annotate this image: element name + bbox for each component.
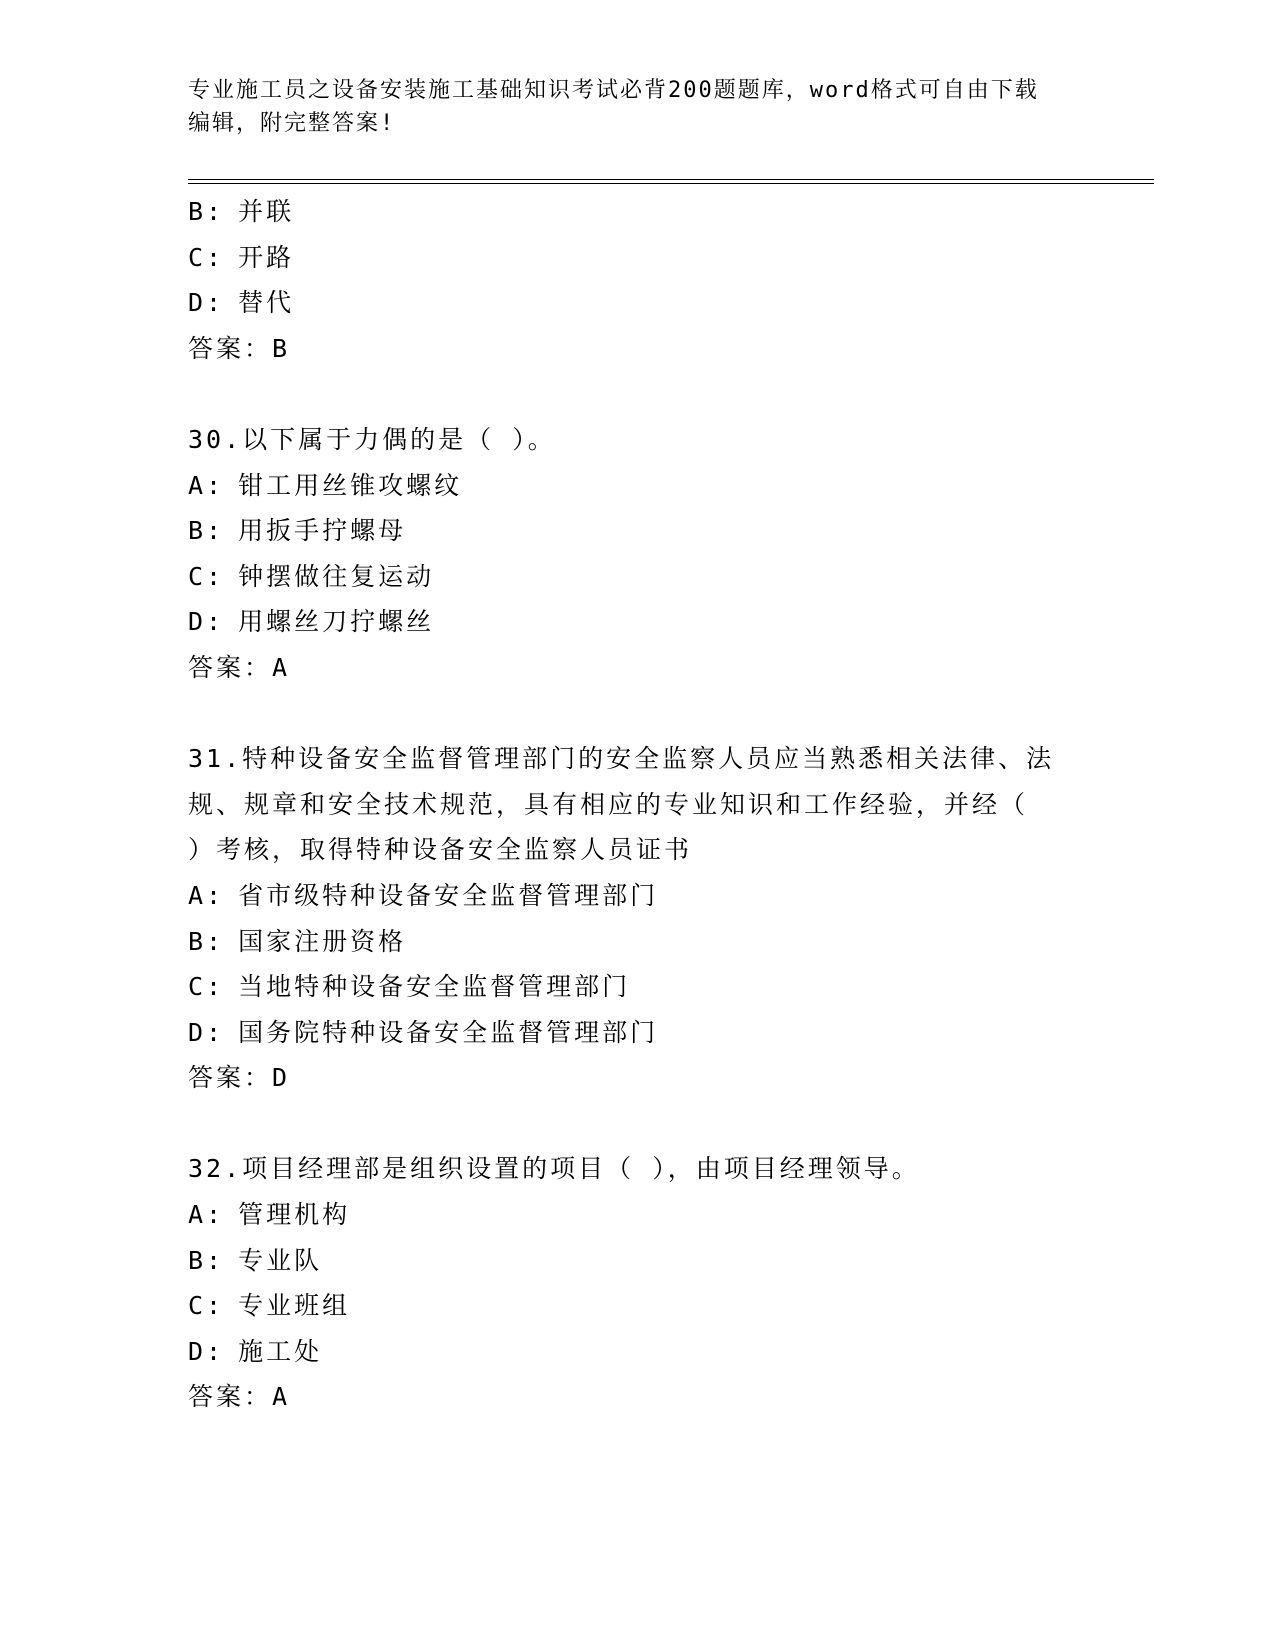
option-d [188,280,1088,326]
option-letter: C: [188,1291,225,1321]
option-d [188,1329,1088,1375]
option-c [188,235,1088,281]
option-letter: D: [188,1336,225,1366]
option-letter: B: [188,926,225,956]
option-b [188,919,1088,965]
option-text: 国家注册资格 [238,926,407,956]
option-b [188,508,1088,554]
question-stem: 30.以下属于力偶的是（ ）。 [188,424,556,454]
option-text: 管理机构 [238,1200,351,1230]
question-29-continued [188,189,1088,371]
option-b [188,189,1088,235]
option-text: 开路 [238,242,295,272]
option-text: 钟摆做往复运动 [238,561,435,591]
option-text: 替代 [238,288,295,318]
answer-line: 答案：A [188,1382,291,1412]
header-rule-top [188,179,1154,180]
option-text: 用螺丝刀拧螺丝 [238,607,435,637]
option-text: 当地特种设备安全监督管理部门 [238,972,631,1002]
option-letter: A: [188,1200,225,1230]
option-text: 并联 [238,197,295,226]
option-letter: D: [188,288,225,318]
question-32 [188,1146,1088,1420]
question-stem: 规、规章和安全技术规范，具有相应的专业知识和工作经验，并经（ [188,789,1029,819]
option-c [188,554,1088,600]
option-letter: C: [188,972,225,1002]
option-c [188,1283,1088,1329]
option-text: 省市级特种设备安全监督管理部门 [238,880,659,910]
header-title-line-1: 专业施工员之设备安装施工基础知识考试必背200题题库，word格式可自由下载 [188,78,1039,103]
option-letter: D: [188,1017,225,1047]
question-30 [188,417,1088,691]
option-letter: D: [188,607,225,637]
question-list [188,189,1088,1420]
option-text: 用扳手拧螺母 [238,516,407,546]
option-letter: C: [188,242,225,272]
option-b [188,1238,1088,1284]
option-letter: A: [188,470,225,500]
option-a [188,463,1088,509]
answer-line: 答案：B [188,333,291,363]
question-stem: ）考核，取得特种设备安全监察人员证书 [188,835,693,865]
answer-line: 答案：D [188,1063,291,1093]
option-d [188,599,1088,645]
option-text: 施工处 [238,1336,323,1366]
document-header [188,74,1088,140]
option-letter: B: [188,516,225,546]
question-stem: 32.项目经理部是组织设置的项目（ ），由项目经理领导。 [188,1154,920,1184]
header-rule-bottom [188,183,1154,184]
option-letter: B: [188,197,225,226]
spacer [188,371,1088,417]
header-title-line-2: 编辑，附完整答案! [188,111,396,136]
option-a [188,1192,1088,1238]
option-letter: C: [188,561,225,591]
option-text: 专业班组 [238,1291,351,1321]
option-text: 专业队 [238,1245,323,1275]
option-text: 钳工用丝锥攻螺纹 [238,470,463,500]
question-31 [188,736,1088,1101]
answer-line: 答案：A [188,652,291,682]
option-d [188,1010,1088,1056]
option-c [188,964,1088,1010]
option-text: 国务院特种设备安全监督管理部门 [238,1017,659,1047]
question-stem: 31.特种设备安全监督管理部门的安全监察人员应当熟悉相关法律、法 [188,744,1055,774]
spacer [188,691,1088,737]
spacer [188,1101,1088,1147]
option-a [188,873,1088,919]
option-letter: A: [188,880,225,910]
option-letter: B: [188,1245,225,1275]
